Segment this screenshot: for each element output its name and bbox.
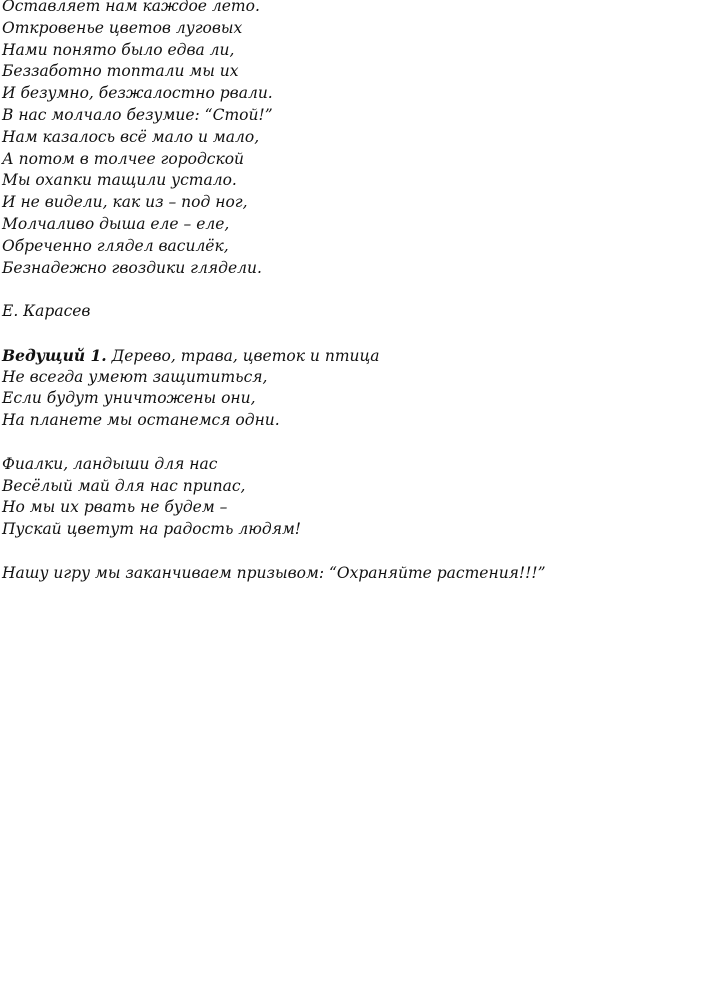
stanza-line: Фиалки, ландыши для нас <box>2 454 218 473</box>
poem-author: Е. Карасев <box>2 302 91 321</box>
stanza-leader <box>2 345 702 432</box>
stanza-line: Не всегда умеют защититься, <box>2 367 268 386</box>
poem-line: Нами понято было едва ли, <box>2 40 235 59</box>
poem <box>2 0 702 279</box>
blank-line <box>2 279 702 301</box>
poem-line: И безумно, безжалостно рвали. <box>2 84 273 103</box>
poem-line: В нас молчало безумие: “Стой!” <box>2 105 273 124</box>
speaker-label: Ведущий 1. <box>2 345 107 365</box>
speaker-text: Дерево, трава, цветок и птица <box>106 346 380 365</box>
blank-line <box>2 432 702 454</box>
blank-line <box>2 323 702 345</box>
poem-line: А потом в толчее городской <box>2 149 245 168</box>
poem-line: Мы охапки тащили устало. <box>2 171 237 190</box>
poem-line: Обреченно глядел василёк, <box>2 236 229 255</box>
poem-line: И не видели, как из – под ног, <box>2 193 248 212</box>
poem-line: Откровенье цветов луговых <box>2 18 243 37</box>
stanza-line: Если будут уничтожены они, <box>2 389 256 408</box>
poem-line: Беззаботно топтали мы их <box>2 62 239 81</box>
stanza-line: Пускай цветут на радость людям! <box>2 520 302 539</box>
poem-line: Молчаливо дыша еле – еле, <box>2 214 230 233</box>
stanza-line: Весёлый май для нас припас, <box>2 476 246 495</box>
poem-line: Оставляет нам каждое лето. <box>2 0 260 15</box>
document-page <box>2 0 702 585</box>
poem-line: Безнадежно гвоздики глядели. <box>2 258 262 277</box>
stanza-line: Но мы их рвать не будем – <box>2 498 228 517</box>
poem-line: Нам казалось всё мало и мало, <box>2 127 260 146</box>
stanza-flowers <box>2 454 702 541</box>
stanza-line: На планете мы останемся одни. <box>2 411 280 430</box>
blank-line <box>2 541 702 563</box>
speaker-line <box>2 345 702 367</box>
closing-line: Нашу игру мы заканчиваем призывом: “Охраняйте растения!!!” <box>2 563 546 582</box>
